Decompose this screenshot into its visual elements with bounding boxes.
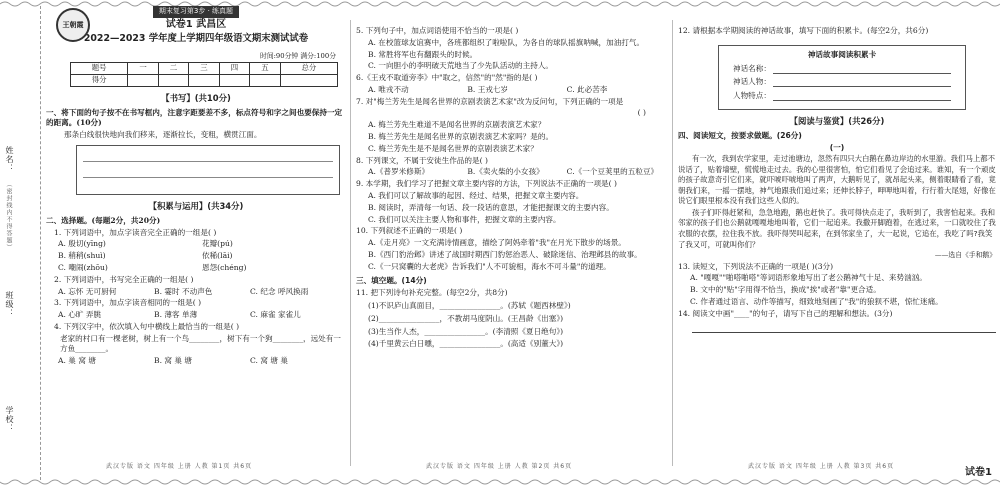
score-input-cell[interactable] — [158, 74, 188, 86]
card-row — [733, 77, 951, 88]
option[interactable]: A. 巢 窝 塘 — [58, 356, 96, 366]
q3-stem: 3. 下列词语中，加点字读音相同的一组是( ) — [54, 298, 202, 308]
poem-line[interactable]: (3)生当作人杰，________________。(李清照《夏日绝句》) — [368, 326, 564, 336]
option[interactable]: B. 窝 巢 塘 — [154, 356, 193, 366]
score-input-cell[interactable] — [219, 74, 249, 86]
option[interactable]: C. 麻雀 家雀儿 — [250, 310, 301, 320]
option[interactable]: A. 在校篮球友谊赛中，各班都组织了啦啦队，为各自的球队摇旗呐喊，加油打气。 — [368, 37, 645, 47]
option[interactable]: C.《一个豆荚里的五粒豆》 — [566, 167, 659, 177]
option[interactable]: B. 阅读时，弄清每一句话、段一段话的意思，才能把握课文的主要内容。 — [368, 202, 614, 212]
card-row — [733, 64, 951, 75]
q6-stem: 6.《王戎不取道旁李》中"取之，信然"的"然"指的是( ) — [356, 73, 538, 83]
q11-stem: 11. 把下列诗句补充完整。(每空2分，共8分) — [356, 288, 508, 298]
q2-options — [46, 287, 346, 298]
q1-options — [46, 263, 346, 274]
writing-box[interactable] — [76, 145, 340, 195]
exam-title: 试卷1 武昌区 — [165, 18, 227, 30]
table-cell: 三 — [189, 62, 219, 74]
name-label: 姓名： — [5, 146, 14, 173]
option[interactable]: B.《西门豹治邺》讲述了战国时期西门豹惩治恶人、破除迷信、治理邺县的故事。 — [368, 249, 642, 259]
option[interactable]: A. "嘎嘎""啪嗒啪嗒"等词语形象地写出了老公鹅神气十足、来势汹汹。 — [690, 273, 927, 283]
q1-options — [46, 239, 346, 250]
school-label: 学校： — [5, 406, 14, 433]
question-1: 一、将下面的句子按不在书写框内，注意字距要差不多，标点符号和字之间也要保持一定的距离。(10分) — [46, 107, 343, 128]
section-apply-title: 【积累与运用】(共34分) — [148, 200, 244, 211]
option[interactable]: 花瓣(pú) — [202, 239, 233, 249]
option[interactable]: B. 梅兰芳先生是闻名世界的京剧表演艺术家吗？是的。 — [368, 132, 554, 142]
card-input[interactable] — [773, 91, 951, 101]
score-table-score-row — [71, 74, 338, 86]
publisher-logo — [56, 8, 90, 42]
exam-page-label: 试卷1 — [965, 467, 992, 478]
section-writing-title: 【书写】(共10分) — [161, 92, 231, 103]
card-row-label: 神话人物： — [733, 77, 771, 87]
passage-paragraph: 孩子们吓得赶紧和，急急地跑，鹅也赶快了。我可得快点走了，我听到了，我害怕起来。我和邻家的孩子们也公鹅就嘎嘎地地叫着，它们一起追来。我撒开脚跑着，在逃过来，一口就咬住了我衣服的衣摆，拉住我不放。我吓得哭叫起来，在到邻家坐了，大一起说，它追在，我吃了吗?我笑了我又可，可就叫你们？ — [678, 207, 996, 249]
card-row — [733, 91, 951, 102]
column-divider — [672, 20, 673, 466]
option[interactable]: A. 心旷 弄朓 — [58, 310, 102, 320]
q1-stem: 1. 下列词语中，加点字读音完全正确的一组是( ) — [54, 227, 217, 237]
q8-options — [356, 167, 666, 178]
card-input[interactable] — [773, 64, 951, 74]
option[interactable]: C.《一只窝囊的大老虎》告诉我们"人不可貌相，海水不可斗量"的道理。 — [368, 261, 611, 271]
option[interactable]: B. 常胜将军也有翻跟头的时候。 — [368, 49, 478, 59]
passage-paragraph: 有一次，我到农学家里，走过池塘边，忽然有四只大白鹅在鼻边岸边的水里游。我们马上都不说话了，贴着墙壁，慌慌地走过去。我的心里很害怕，怕它们看见了会追过来。谁知，有一个顽皮的孩子故意奇引它们来，就吓唬吓唬地叫了两声，大鹅听见了，就昂起头来，侧着眼睛看了看，竟朝我们来，一摇一摆地，神气地跟我们追过来；还伸长脖子，呷呷地叫着，行行着大尾翅，好像在说它们眼里根本没有我们这些人似的。 — [678, 154, 996, 206]
option[interactable]: C. 窝 塘 巢 — [250, 356, 288, 366]
q1-options — [46, 251, 346, 262]
q7-answer-blank[interactable]: ( ) — [637, 108, 646, 118]
option[interactable]: 恩怨(chéng) — [202, 262, 247, 272]
copy-text: 那条白线很快地向我们移来，逐渐拉长，变粗，横贯江面。 — [64, 130, 262, 140]
card-row-label: 人物特点： — [733, 91, 771, 101]
exam-subtitle: 2022—2023 学年度上学期四年级语文期末测试试卷 — [83, 33, 309, 45]
seal-note: （密封线内不得答题） — [5, 181, 12, 251]
table-cell: 题号 — [71, 62, 128, 74]
table-cell: 得分 — [71, 74, 128, 86]
option[interactable]: B.《卖火柴的小女孩》 — [467, 167, 544, 177]
table-cell: 总分 — [280, 62, 337, 74]
q2-stem: 2. 下列词语中，书写完全正确的一组是( ) — [54, 274, 194, 284]
option[interactable]: A. 梅兰芳先生难道不是闻名世界的京剧表演艺术家？ — [368, 120, 546, 130]
q4-options — [46, 356, 346, 367]
page-2-column — [356, 6, 666, 480]
page-footer: 武汉专版 语文 四年级 上册 人教 第2页 共6页 — [426, 463, 573, 471]
q12-stem: 12. 请根据本学期阅读的神话故事，填写下面的积累卡。(每空2分，共6分) — [678, 26, 929, 35]
table-cell: 二 — [158, 62, 188, 74]
page-3-column — [678, 6, 996, 480]
question-4: 四、阅读短文，按要求做题。(26分) — [678, 130, 802, 140]
passage-part-label: (一) — [829, 142, 845, 152]
question-2: 二、选择题。(每题2分，共20分) — [46, 215, 161, 225]
card-input[interactable] — [773, 77, 951, 87]
option[interactable]: C. 一向胆小的李明破天荒地当了少先队活动的主持人。 — [368, 61, 554, 71]
option[interactable]: C. 纪念 呼风换雨 — [250, 286, 309, 296]
q4-text: 老家的村口有一棵老树，树上有一个鸟________，树下有一个狗________，远处有一方鱼________。 — [60, 333, 341, 354]
option[interactable]: C. 梅兰芳先生是不是闻名世界的京剧表演艺术家？ — [368, 143, 538, 153]
option[interactable]: B. 薄客 单薄 — [154, 310, 198, 320]
poem-line[interactable]: (4)千里黄云白日曛，________________。(高适《别董大》) — [368, 339, 564, 349]
table-cell: 一 — [128, 62, 158, 74]
passage-source: ——选自《手和鹅》 — [934, 251, 996, 260]
page-1-column — [46, 6, 346, 480]
option[interactable]: A. 殷切(yīng) — [58, 239, 106, 249]
class-label: 班级： — [5, 291, 14, 318]
q8-stem: 8. 下列课文，不属于安徒生作品的是( ) — [356, 155, 488, 165]
card-title: 神话故事阅读积累卡 — [807, 49, 877, 59]
option[interactable]: A. 唯戎不动 — [368, 84, 409, 94]
section-fill-title: 三、填空题。(14分) — [356, 276, 427, 286]
q5-stem: 5. 下列句子中，加点词语使用不恰当的一项是( ) — [356, 26, 519, 35]
page-footer: 武汉专版 语文 四年级 上册 人教 第1页 共6页 — [106, 463, 253, 471]
table-cell: 四 — [219, 62, 249, 74]
score-input-cell[interactable] — [280, 74, 337, 86]
option[interactable]: 依稀(lāi) — [202, 251, 233, 261]
page-footer: 武汉专版 语文 四年级 上册 人教 第3页 共6页 — [748, 463, 895, 471]
q6-options — [356, 85, 666, 96]
exam-header — [46, 6, 346, 52]
option[interactable]: A. 我们可以了解故事的起因、经过、结果，把握文章主要内容。 — [368, 190, 584, 200]
q10-stem: 10. 下列叙述不正确的一项是( ) — [356, 226, 463, 236]
column-divider — [350, 20, 351, 466]
option[interactable]: A.《走月亮》一文充满诗情画意，描绘了阿妈牵着"我"在月光下散步的场景。 — [368, 238, 626, 248]
card-row-label: 神话名称： — [733, 63, 771, 73]
option[interactable]: B. 王戎七岁 — [467, 84, 509, 94]
poem-line[interactable]: (2)________________，不教胡马度阴山。(王昌龄《出塞》) — [368, 313, 564, 323]
option[interactable]: A. 忘怀 无可厨何 — [58, 286, 117, 296]
option[interactable]: B. 文中的"贴"字用得不恰当，换成"挨"或者"靠"更合适。 — [690, 285, 881, 295]
logo-text: 王朝霞 — [62, 20, 84, 30]
q4-stem: 4. 下列汉字中，依次填入句中横线上最恰当的一组是( ) — [54, 321, 240, 331]
option[interactable]: C. 作者通过语言、动作等描写，细致地刻画了"我"的狼狈不堪，惊忙迷痛。 — [690, 297, 943, 307]
myth-accumulation-card — [718, 45, 966, 110]
answer-line[interactable] — [692, 323, 996, 333]
poem-line[interactable]: (1)不识庐山真面目，________________。(苏轼《题西林壁》) — [368, 300, 571, 310]
q13-stem: 13. 读短文，下列说法不正确的一项是( )(3分) — [678, 261, 834, 271]
section-reading-title: 【阅读与鉴赏】(共26分) — [789, 115, 885, 126]
q7-stem: 7. 对"梅兰芳先生是闻名世界的京剧表演艺术家"改为反问句，下列正确的一项是 — [356, 96, 624, 106]
q9-stem: 9. 本学期，我们学习了把握文章主要内容的方法，下列说法不正确的一项是( ) — [356, 179, 617, 189]
option[interactable]: C. 嘲闹(zhōu) — [58, 262, 108, 272]
header-banner: 期末复习第3步 · 练真题 — [153, 6, 239, 18]
score-table-header-row — [71, 62, 338, 74]
option[interactable]: B. 稍稍(shuì) — [58, 251, 106, 261]
score-input-cell[interactable] — [189, 74, 219, 86]
option[interactable]: B. 霎时 不动声色 — [154, 286, 213, 296]
score-table — [70, 62, 338, 87]
option[interactable]: C. 我们可以关注主要人物和事件，把握文章的主要内容。 — [368, 214, 561, 224]
option[interactable]: C. 此必苦李 — [566, 84, 608, 94]
exam-meta: 时间:90分钟 满分:100分 — [260, 52, 336, 60]
q3-options — [46, 310, 346, 321]
table-cell: 五 — [250, 62, 280, 74]
binding-margin — [0, 6, 41, 480]
option[interactable]: A.《普罗米修斯》 — [368, 167, 430, 177]
score-input-cell[interactable] — [250, 74, 280, 86]
score-input-cell[interactable] — [128, 74, 158, 86]
q14-stem: 14. 阅读文中画"____"的句子，请写下自己的理解和想法。(3分) — [678, 308, 893, 318]
